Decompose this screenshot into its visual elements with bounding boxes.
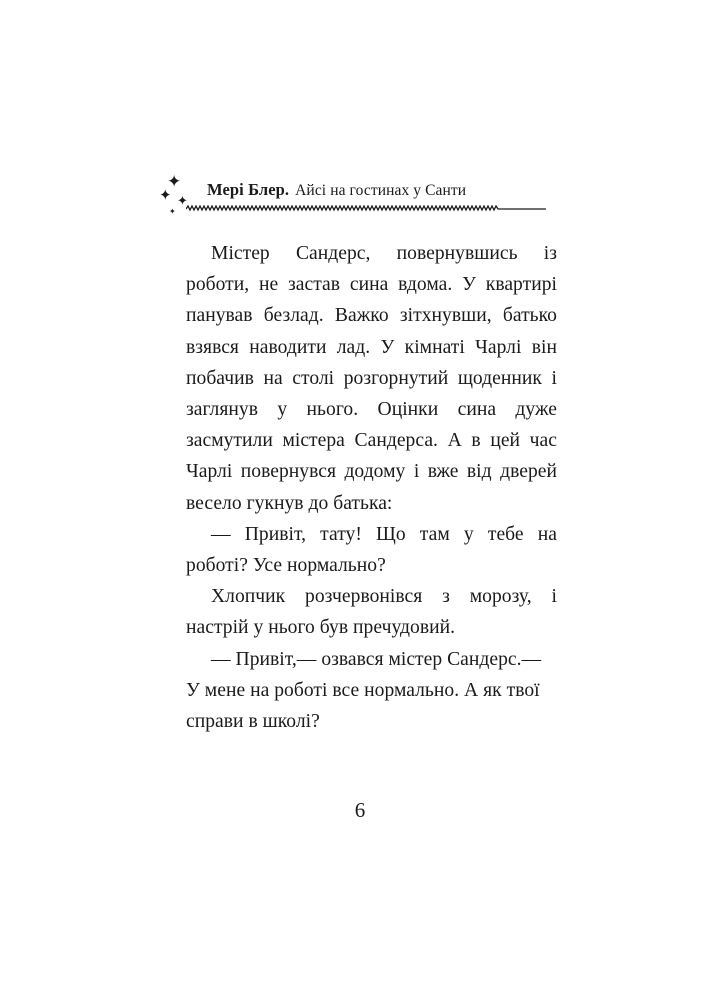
wavy-rule-divider bbox=[186, 205, 546, 213]
paragraph-dialogue: — Привіт,— озвався містер Сандерс.— У мене на роботі все нормально. А як твої справи в школі? bbox=[186, 648, 542, 733]
sparkle-icon: ✦ bbox=[177, 194, 188, 209]
running-head bbox=[155, 168, 575, 224]
running-head-author: Мері Блер. bbox=[207, 180, 290, 199]
paragraph: Хлопчик розчервонівся з морозу, і настрій у нього був пречудовий. bbox=[186, 586, 557, 639]
sparkle-icon: ✦ bbox=[167, 172, 182, 192]
sparkle-icon: ✦ bbox=[159, 186, 172, 204]
paragraph-dialogue: — Привіт, тату! Що там у тебе на роботі? Усе нормально? bbox=[186, 523, 557, 577]
body-text-block bbox=[186, 238, 557, 737]
running-head-title: Айсі на гостинах у Санти bbox=[295, 182, 467, 199]
page-number: 6 bbox=[354, 798, 366, 822]
running-head-text bbox=[207, 180, 466, 200]
sparkle-icon: ✦ bbox=[169, 207, 176, 216]
paragraph: Містер Сандерс, повернувшись із роботи, не застав сина вдома. У квартирі панував безлад. Важко зітхнувши, батько взявся наводити лад. У кімнаті Чарлі він побачив на столі розгорнутий щоденник і заглянув у нього. Оцінки сина дуже засмутили містера Сандерса. А в цей час Чарлі повернувся додому і вже від дверей весело гукнув до батька: bbox=[186, 243, 557, 514]
sparkle-cluster-ornament bbox=[155, 168, 201, 222]
